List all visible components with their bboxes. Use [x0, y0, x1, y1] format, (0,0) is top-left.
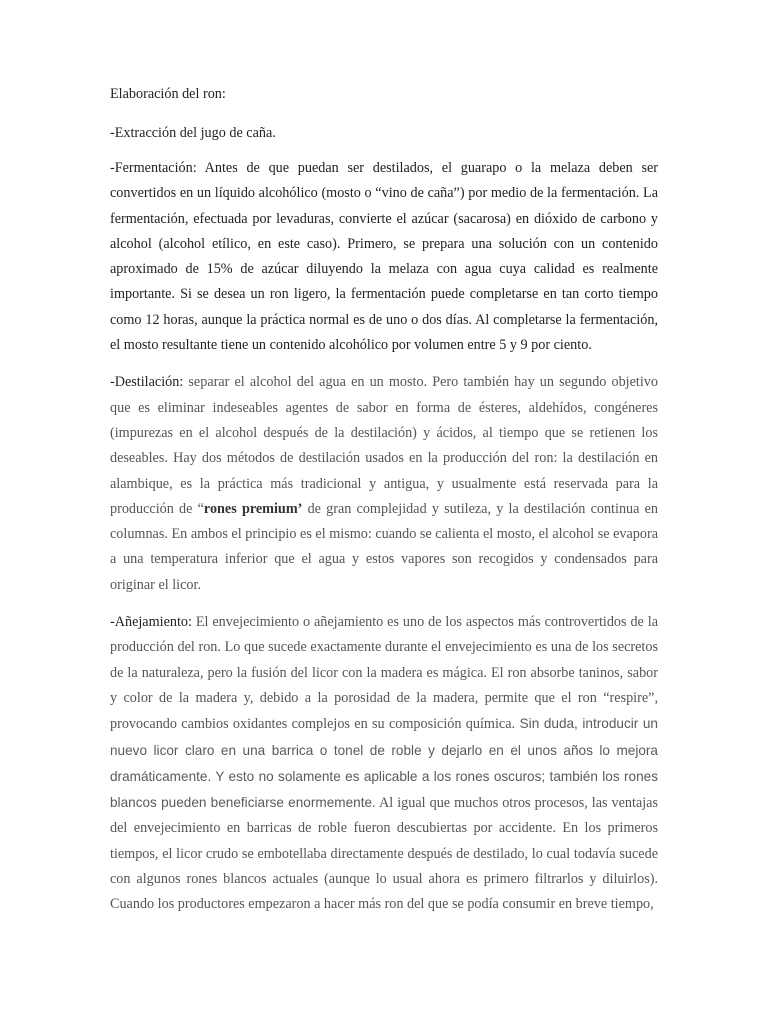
- aging-sans-passage: Sin duda, introducir un nuevo licor claro en una barrica o tonel de roble y dejarlo en el unos años lo mejora dramáticamente. Y esto no solamente es aplicable a los rones oscuros; también los rones blancos pueden beneficiarse enormemente.: [110, 716, 658, 811]
- fermentation-lead: -Fermentación:: [110, 160, 197, 176]
- section-extraction: -Extracción del jugo de caña.: [110, 125, 276, 141]
- document-title: Elaboración del ron:: [110, 86, 226, 102]
- document-page: [110, 82, 658, 930]
- distillation-lead: -Destilación:: [110, 374, 184, 391]
- section-aging: [110, 610, 658, 918]
- aging-body-2: Al igual que muchos otros procesos, las ventajas del envejecimiento en barricas de roble fueron descubiertas por accidente. En los primeros tiempos, el licor crudo se embotellaba directamente después de destilado, lo cual todavía sucede con algunos rones blancos actuales (aunque lo usual ahora es primero filtrarlos y diluirlos). Cuando los productores empezaron a hacer más ron del que se podía consumir en breve tiempo,: [110, 795, 658, 913]
- aging-lead: -Añejamiento:: [110, 614, 192, 631]
- distillation-bold-term: rones premium’: [203, 500, 303, 517]
- distillation-body-2: de gran complejidad y sutileza, y la destilación continua en columnas. En ambos el principio es el mismo: cuando se calienta el mosto, el alcohol se evapora a una temperatura inferior que el agua y estos vapores son recogidos y condensados para originar el licor.: [110, 500, 659, 593]
- section-distillation: [110, 370, 658, 598]
- section-fermentation: [110, 156, 658, 358]
- fermentation-body: Antes de que puedan ser destilados, el guarapo o la melaza deben ser convertidos en un líquido alcohólico (mosto o “vino de caña”) por medio de la fermentación. La fermentación, efectuada por levaduras, convierte el azúcar (sacarosa) en dióxido de carbono y alcohol (alcohol etílico, en este caso). Primero, se prepara una solución con un contenido aproximado de 15% de azúcar diluyendo la melaza con agua cuya calidad es realmente importante. Si se desea un ron ligero, la fermentación puede completarse en tan corto tiempo como 12 horas, aunque la práctica normal es de uno o dos días. Al completarse la fermentación, el mosto resultante tiene un contenido alcohólico por volumen entre 5 y 9 por ciento.: [110, 160, 658, 354]
- aging-body-1: El envejecimiento o añejamiento es uno de los aspectos más controvertidos de la producción del ron. Lo que sucede exactamente durante el envejecimiento es una de los secretos de la naturaleza, pero la fusión del licor con la madera es mágica. El ron absorbe taninos, sabor y color de la madera y, debido a la porosidad de la madera, permite que el ron “respire”, provocando cambios oxidantes complejos en su composición química.: [110, 614, 658, 733]
- distillation-body-1: separar el alcohol del agua en un mosto. Pero también hay un segundo objetivo que es eliminar indeseables agentes de sabor en forma de ésteres, aldehídos, congéneres (impurezas en el alcohol después de la destilación) y ácidos, al tiempo que se retienen los deseables. Hay dos métodos de destilación usados en la producción del ron: la destilación en alambique, es la práctica más tradicional y antigua, y usualmente está reservada para la producción de “: [110, 374, 658, 517]
